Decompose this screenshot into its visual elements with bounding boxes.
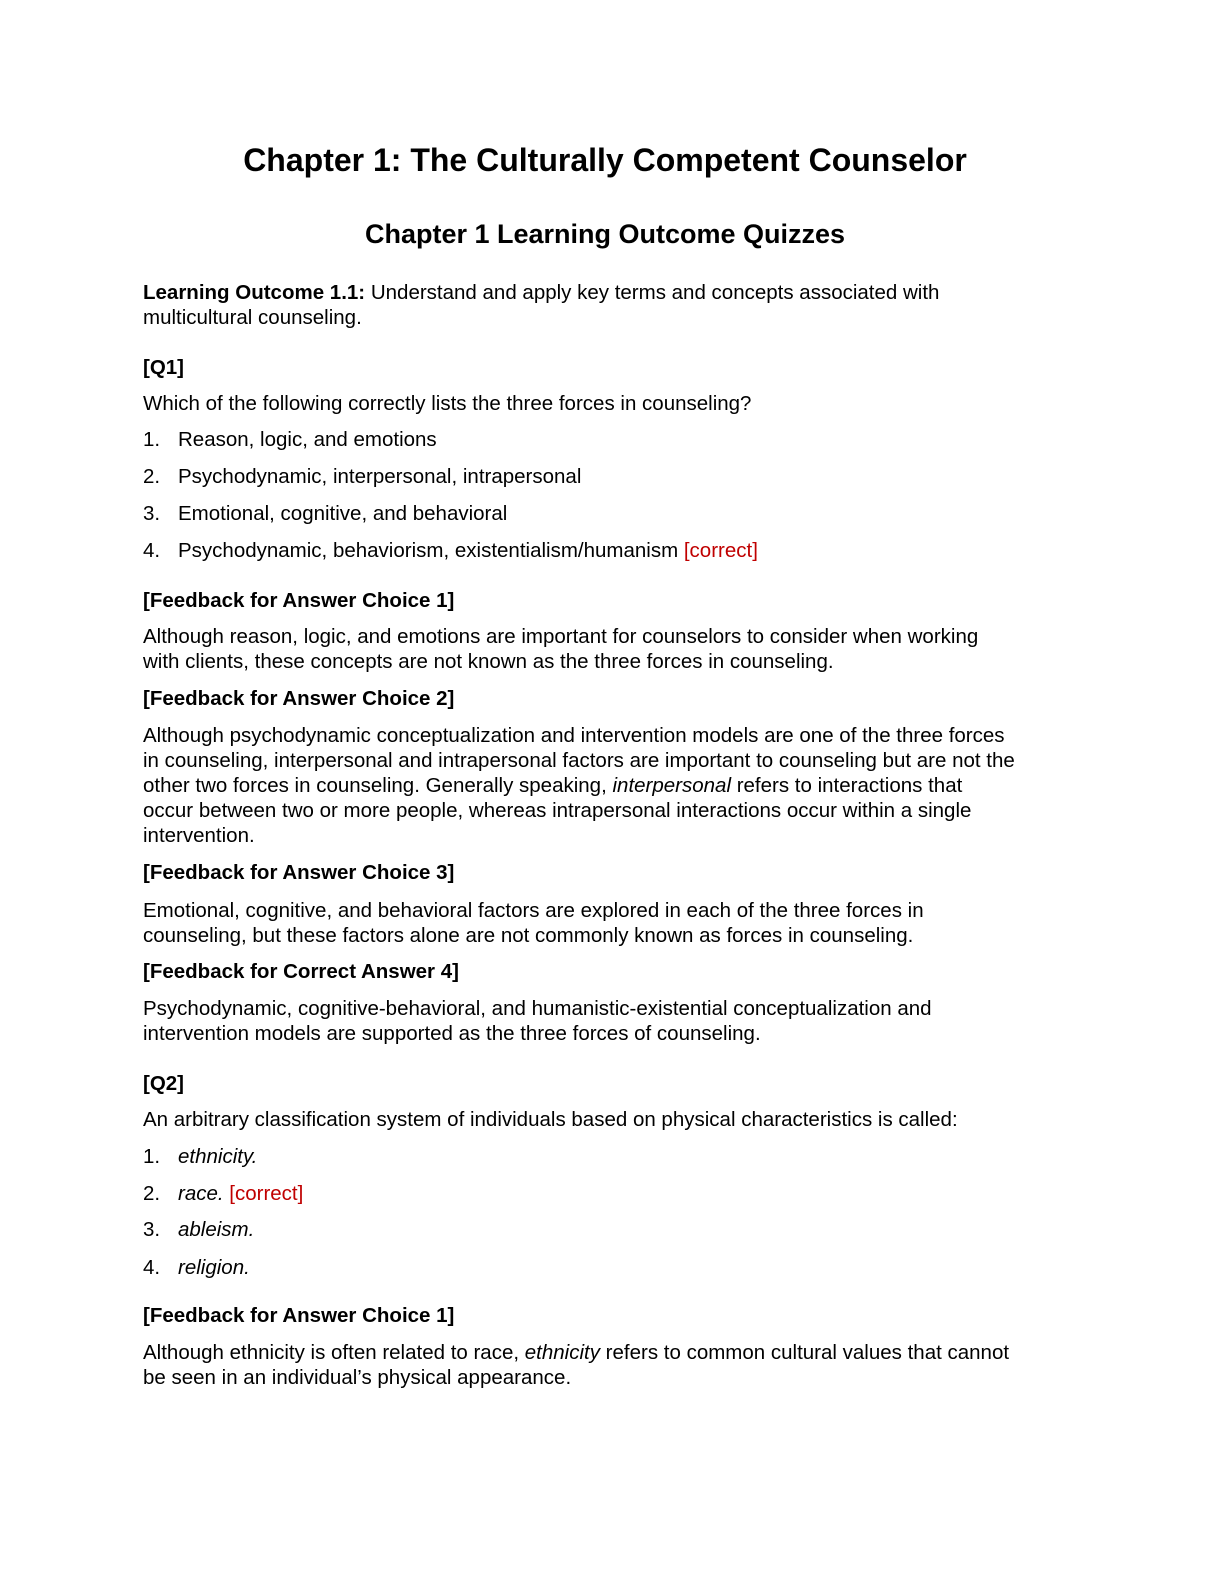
feedback-text: Emotional, cognitive, and behavioral factors are explored in each of the three forces in	[143, 899, 924, 922]
feedback-text: counseling, but these factors alone are not commonly known as forces in counseling.	[143, 924, 914, 947]
answer-choice	[143, 538, 758, 563]
question-label-q2: [Q2]	[143, 1072, 184, 1095]
choice-text: Reason, logic, and emotions	[178, 428, 437, 451]
choice-number: 3.	[143, 502, 161, 525]
correct-marker: [correct]	[229, 1182, 304, 1205]
feedback-text: with clients, these concepts are not known as the three forces in counseling.	[143, 650, 834, 673]
choice-number: 1.	[143, 1145, 161, 1168]
answer-choice	[143, 427, 437, 452]
choice-text: Psychodynamic, interpersonal, intrapersonal	[178, 465, 582, 488]
answer-choice	[143, 1181, 303, 1206]
correct-marker: [correct]	[683, 539, 758, 562]
question-label-q1: [Q1]	[143, 356, 184, 379]
learning-outcome	[143, 280, 939, 305]
feedback-text: Psychodynamic, cognitive-behavioral, and humanistic-existential conceptualization and	[143, 997, 932, 1020]
answer-choice	[143, 501, 507, 526]
feedback-text	[143, 1340, 1009, 1365]
learning-outcome-text-cont: multicultural counseling.	[143, 306, 362, 329]
choice-text: ableism.	[178, 1218, 255, 1241]
choice-number: 1.	[143, 428, 161, 451]
question-prompt-q2: An arbitrary classification system of individuals based on physical characteristics is called:	[143, 1108, 958, 1131]
choice-number: 4.	[143, 1256, 161, 1279]
feedback-text-part: refers to common cultural values that cannot	[599, 1341, 1010, 1364]
quiz-subtitle: Chapter 1 Learning Outcome Quizzes	[364, 219, 846, 249]
feedback-heading: [Feedback for Correct Answer 4]	[143, 960, 459, 983]
feedback-term: ethnicity	[524, 1341, 600, 1364]
feedback-term: interpersonal	[612, 774, 731, 797]
feedback-text	[143, 773, 962, 798]
feedback-text-part: Although ethnicity is often related to race,	[143, 1341, 525, 1364]
answer-choice	[143, 1255, 250, 1280]
choice-text: ethnicity.	[178, 1145, 258, 1168]
feedback-heading: [Feedback for Answer Choice 2]	[143, 687, 455, 710]
choice-text: Psychodynamic, behaviorism, existentialism/humanism	[178, 539, 684, 562]
choice-text: Emotional, cognitive, and behavioral	[178, 502, 508, 525]
learning-outcome-text: Understand and apply key terms and concepts associated with	[365, 281, 940, 304]
question-prompt-q1: Which of the following correctly lists the three forces in counseling?	[143, 392, 752, 415]
feedback-heading: [Feedback for Answer Choice 1]	[143, 1304, 455, 1327]
feedback-heading: [Feedback for Answer Choice 3]	[143, 861, 455, 884]
choice-number: 2.	[143, 1182, 161, 1205]
choice-text: religion.	[178, 1256, 250, 1279]
choice-number: 4.	[143, 539, 161, 562]
choice-text: race.	[178, 1182, 224, 1205]
choice-number: 3.	[143, 1218, 161, 1241]
answer-choice	[143, 1144, 257, 1169]
answer-choice	[143, 1217, 254, 1242]
feedback-text: intervention models are supported as the three forces of counseling.	[143, 1022, 761, 1045]
feedback-text-part: refers to interactions that	[731, 774, 963, 797]
feedback-text: occur between two or more people, whereas intrapersonal interactions occur within a single	[143, 799, 972, 822]
learning-outcome-label: Learning Outcome 1.1:	[143, 281, 366, 304]
answer-choice	[143, 464, 581, 489]
feedback-text: intervention.	[143, 824, 255, 847]
feedback-text: Although reason, logic, and emotions are important for counselors to consider when working	[143, 625, 979, 648]
choice-number: 2.	[143, 465, 161, 488]
feedback-text-part: other two forces in counseling. Generally speaking,	[143, 774, 613, 797]
chapter-title: Chapter 1: The Culturally Competent Counselor	[243, 142, 967, 178]
feedback-text: be seen in an individual’s physical appearance.	[143, 1366, 572, 1389]
feedback-heading: [Feedback for Answer Choice 1]	[143, 589, 455, 612]
feedback-text: in counseling, interpersonal and intrapersonal factors are important to counseling but are not the	[143, 749, 1015, 772]
feedback-text: Although psychodynamic conceptualization and intervention models are one of the three forces	[143, 724, 1005, 747]
